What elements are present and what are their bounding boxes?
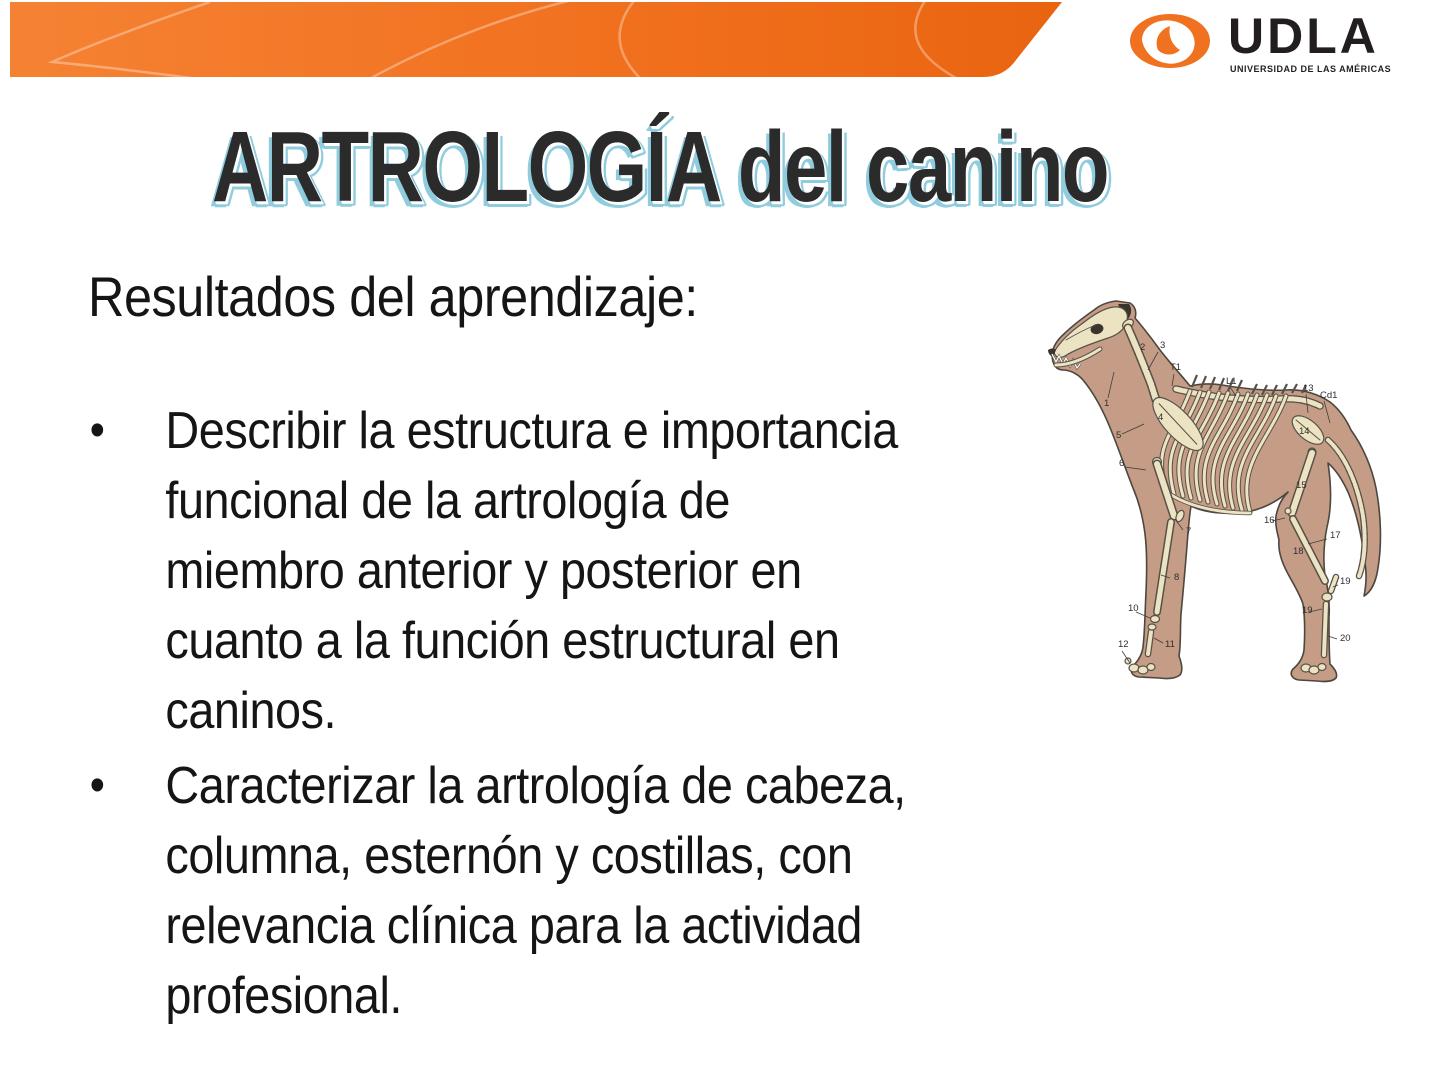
- udla-subtitle: UNIVERSIDAD DE LAS AMÉRICAS: [1230, 64, 1392, 74]
- skeleton-label: 13: [1303, 383, 1314, 394]
- skeleton-label: 1: [1104, 398, 1110, 409]
- bullet-list: [88, 396, 906, 1031]
- bullet-line: Caracterizar la artrología de cabeza,: [165, 757, 906, 815]
- bullet-line: Describir la estructura e importancia: [165, 402, 898, 460]
- skeleton-label: 14: [1299, 426, 1310, 437]
- bullet-line: relevancia clínica para la actividad: [165, 897, 862, 955]
- bullet-line: columna, esternón y costillas, con: [165, 827, 853, 885]
- bullet-item: [88, 751, 906, 1031]
- skeleton-label: 20: [1340, 633, 1351, 644]
- skeleton-label: 10: [1128, 603, 1139, 614]
- skeleton-label: T1: [1170, 362, 1182, 373]
- bullet-line: caninos.: [165, 682, 337, 740]
- header-band: [0, 0, 1440, 80]
- skeleton-label: 7: [1186, 526, 1192, 537]
- skeleton-label: 12: [1118, 639, 1129, 650]
- skeleton-label: 4: [1158, 412, 1164, 423]
- bullet-line: profesional.: [165, 967, 402, 1025]
- skeleton-label: 8: [1174, 572, 1180, 583]
- skeleton-label: 5: [1116, 430, 1122, 441]
- skeleton-label: 6: [1119, 458, 1125, 469]
- skeleton-label: 3: [1160, 340, 1166, 351]
- slide-title: ARTROLOGÍA del canino: [211, 111, 1109, 223]
- intro-text: Resultados del aprendizaje:: [88, 265, 698, 328]
- skeleton-label: 2: [1140, 342, 1146, 353]
- skeleton-label: 19: [1340, 576, 1351, 587]
- skeleton-label: 19: [1302, 605, 1313, 616]
- bullet-text: [165, 396, 897, 746]
- bullet-marker: •: [89, 404, 105, 457]
- skeleton-label: 17: [1330, 530, 1341, 541]
- skeleton-label: 16: [1264, 515, 1275, 526]
- udla-wordmark: UDLA: [1228, 8, 1379, 64]
- bullet-marker: •: [89, 759, 105, 812]
- skeleton-label: Cd1: [1320, 390, 1338, 401]
- dog-skeleton-figure: [1040, 292, 1400, 692]
- band-shape: [10, 2, 1062, 77]
- bullet-item: [88, 396, 906, 746]
- skeleton-label: 15: [1296, 480, 1307, 491]
- skeleton-label: 11: [1165, 639, 1175, 650]
- bullet-line: miembro anterior y posterior en: [165, 542, 802, 600]
- bullet-text: [165, 751, 905, 1031]
- bullet-line: funcional de la artrología de: [165, 472, 730, 530]
- skeleton-label: L1: [1226, 376, 1237, 387]
- udla-swoosh-icon: [1128, 12, 1218, 72]
- skeleton-label: 18: [1293, 546, 1304, 557]
- bullet-line: cuanto a la función estructural en: [165, 612, 840, 670]
